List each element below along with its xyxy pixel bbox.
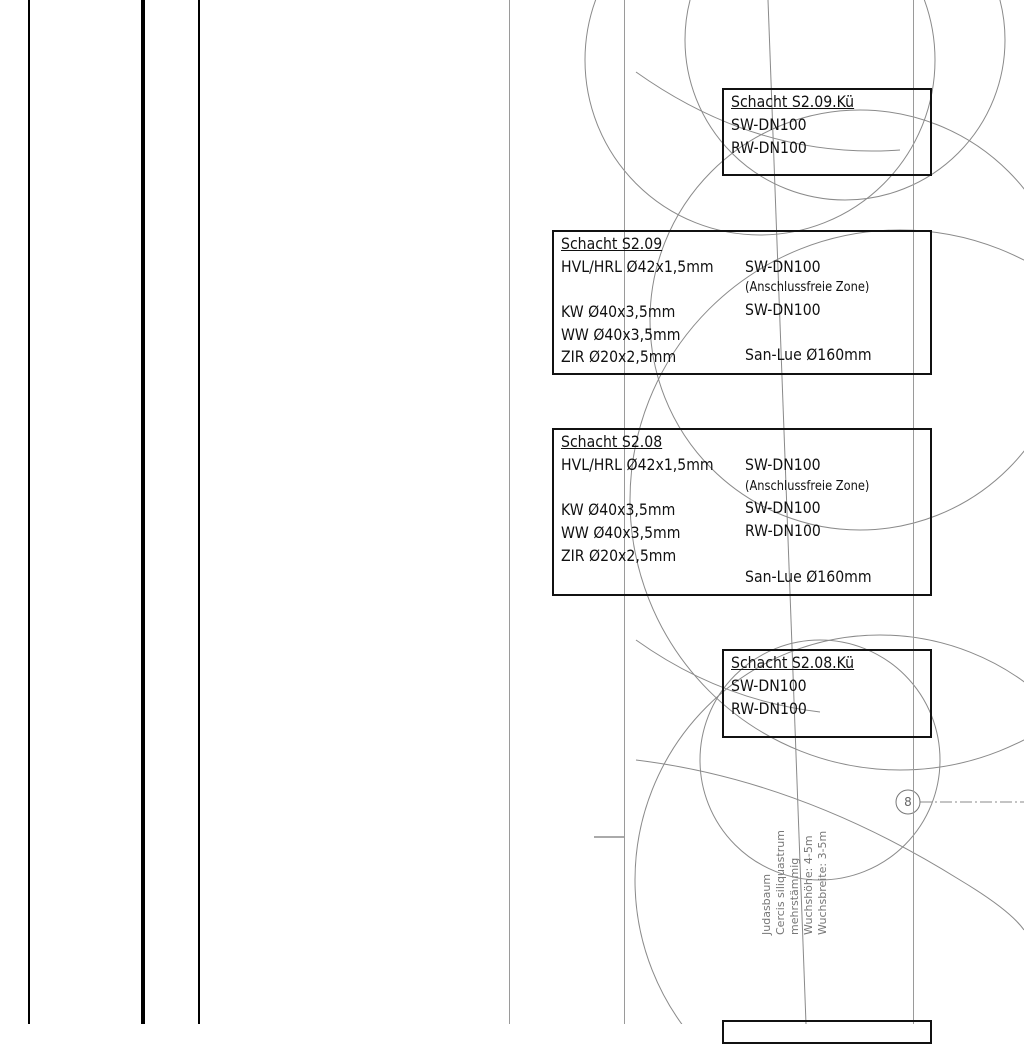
tree-label-height: Wuchshöhe: 4-5m	[802, 835, 815, 935]
tree-label-form: mehrstämmig	[788, 857, 801, 935]
shaft-line: SW-DN100	[731, 115, 807, 134]
shaft-line: RW-DN100	[731, 699, 807, 718]
tree-label-width: Wuchsbreite: 3-5m	[816, 830, 829, 935]
wall-line-thick	[141, 0, 145, 1024]
vent-spec: San-Lue Ø160mm	[745, 567, 872, 586]
pipe-spec: ZIR Ø20x2,5mm	[561, 546, 677, 565]
grid-axis-label: 8	[904, 795, 912, 809]
shaft-title: Schacht S2.09	[561, 234, 663, 253]
drain-spec: RW-DN100	[745, 521, 821, 540]
pipe-spec: ZIR Ø20x2,5mm	[561, 347, 677, 366]
zone-note: (Anschlussfreie Zone)	[745, 280, 870, 295]
pipe-spec: HVL/HRL Ø42x1,5mm	[561, 455, 714, 474]
wall-line	[198, 0, 200, 1024]
pipe-spec: HVL/HRL Ø42x1,5mm	[561, 257, 714, 276]
drain-spec: SW-DN100	[745, 455, 821, 474]
pipe-spec: KW Ø40x3,5mm	[561, 302, 676, 321]
zone-note: (Anschlussfreie Zone)	[745, 479, 870, 494]
vent-spec: San-Lue Ø160mm	[745, 345, 872, 364]
pipe-spec: WW Ø40x3,5mm	[561, 523, 681, 542]
grid-line	[509, 0, 510, 1024]
wall-line	[28, 0, 30, 1024]
drain-spec: SW-DN100	[745, 257, 821, 276]
shaft-title: Schacht S2.08	[561, 432, 663, 451]
drain-spec: SW-DN100	[745, 498, 821, 517]
drain-spec: SW-DN100	[745, 300, 821, 319]
construction-curve	[636, 760, 1024, 930]
shaft-line: SW-DN100	[731, 676, 807, 695]
tree-label-botanical: Cercis siliquastrum	[774, 830, 787, 935]
pipe-spec: KW Ø40x3,5mm	[561, 500, 676, 519]
shaft-title: Schacht S2.09.Kü	[731, 92, 855, 111]
tree-label-common: Judasbaum	[760, 873, 773, 935]
shaft-title: Schacht S2.08.Kü	[731, 653, 855, 672]
shaft-line: RW-DN100	[731, 138, 807, 157]
pipe-spec: WW Ø40x3,5mm	[561, 325, 681, 344]
